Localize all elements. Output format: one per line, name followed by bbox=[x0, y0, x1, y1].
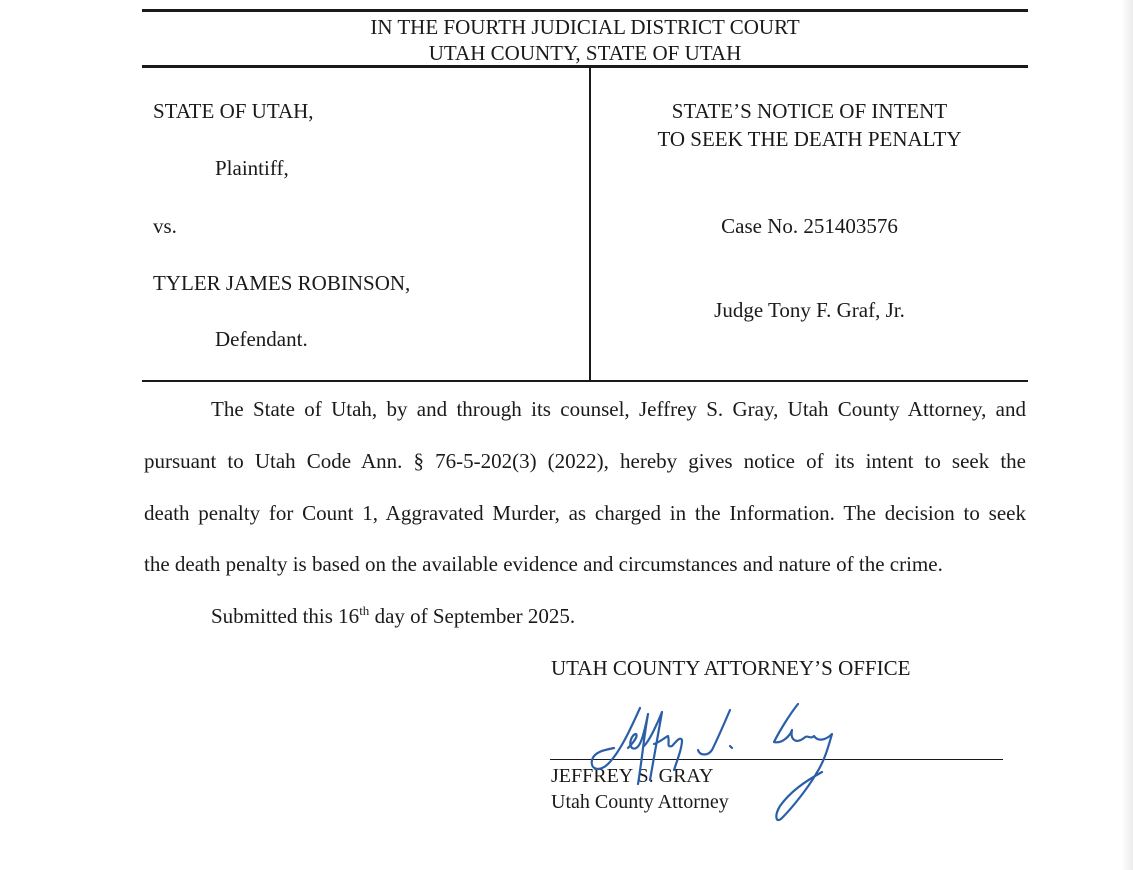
versus: vs. bbox=[153, 214, 177, 238]
signer-name: JEFFREY S. GRAY bbox=[551, 765, 714, 787]
body-line-1: The State of Utah, by and through its counsel, Jeffrey S. Gray, Utah County Attorney, and bbox=[211, 397, 1026, 421]
submitted-date bbox=[211, 603, 575, 629]
body-line-2: pursuant to Utah Code Ann. § 76-5-202(3) (2022), hereby gives notice of its intent to seek the bbox=[144, 449, 1026, 473]
submitted-suffix: day of September 2025. bbox=[369, 604, 576, 628]
case-number: Case No. 251403576 bbox=[721, 214, 898, 238]
signer-title: Utah County Attorney bbox=[551, 791, 729, 813]
court-name: IN THE FOURTH JUDICIAL DISTRICT COURT bbox=[370, 15, 800, 39]
office-name: UTAH COUNTY ATTORNEY’S OFFICE bbox=[551, 656, 911, 680]
caption-bottom-rule bbox=[142, 380, 1028, 382]
body-line-3: death penalty for Count 1, Aggravated Murder, as charged in the Information. The decision to seek bbox=[144, 501, 1026, 525]
submitted-ordinal: th bbox=[359, 603, 370, 618]
body-line-4: the death penalty is based on the available evidence and circumstances and nature of the crime. bbox=[144, 552, 943, 576]
plaintiff-name: STATE OF UTAH, bbox=[153, 99, 314, 123]
court-county: UTAH COUNTY, STATE OF UTAH bbox=[428, 41, 742, 65]
handwritten-signature bbox=[578, 700, 858, 830]
document-title-line1: STATE’S NOTICE OF INTENT bbox=[671, 99, 948, 123]
defendant-role: Defendant. bbox=[215, 327, 308, 351]
header-bottom-rule bbox=[142, 65, 1028, 68]
document-title-line2: TO SEEK THE DEATH PENALTY bbox=[657, 127, 962, 151]
header-top-rule bbox=[142, 9, 1028, 12]
defendant-name: TYLER JAMES ROBINSON, bbox=[153, 271, 411, 295]
submitted-prefix: Submitted this 16 bbox=[211, 604, 360, 628]
plaintiff-role: Plaintiff, bbox=[215, 156, 289, 180]
page-edge-shadow bbox=[1121, 0, 1133, 870]
judge-name: Judge Tony F. Graf, Jr. bbox=[714, 298, 905, 322]
